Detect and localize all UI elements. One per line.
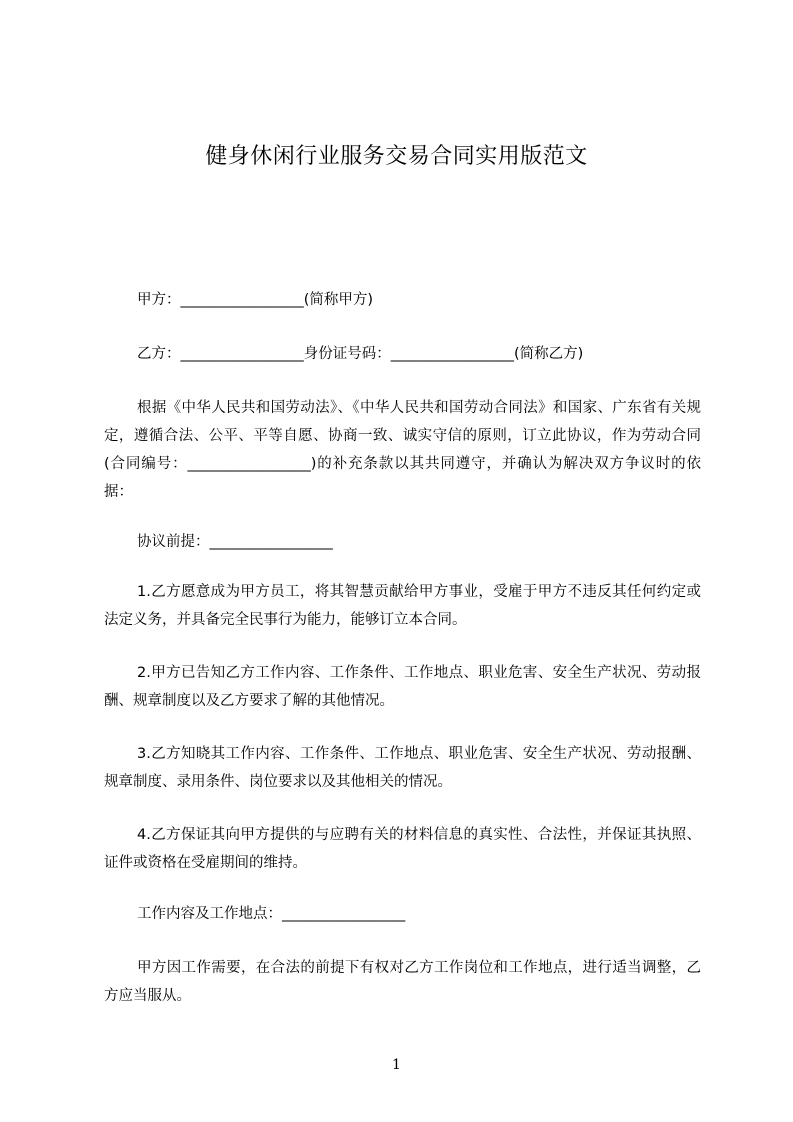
work-paragraph: 甲方因工作需要，在合法的前提下有权对乙方工作岗位和工作地点，进行适当调整，乙方应当服从。 [104,960,701,1004]
premise-item-1: 1.乙方愿意成为甲方员工，将其智慧贡献给甲方事业，受雇于甲方不违反其任何约定或法定义务，并具备完全民事行为能力，能够订立本合同。 [104,584,701,628]
work-heading: 工作内容及工作地点：_________________ [137,906,406,922]
intro-paragraph: 根据《中华人民共和国劳动法》、《中华人民共和国劳动合同法》和国家、广东省有关规定，遵循合法、公平、平等自愿、协商一致、诚实守信的原则，订立此协议，作为劳动合同(合同编号：_________________)的补充条款以其共同遵守，并确认为解决双方争议时的依据： [104,400,701,500]
premise-heading: 协议前提：_________________ [137,534,333,550]
premise-item-2: 2.甲方已告知乙方工作内容、工作条件、工作地点、职业危害、安全生产状况、劳动报酬、规章制度以及乙方要求了解的其他情况。 [104,665,701,709]
document-title: 健身休闲行业服务交易合同实用版范文 [205,144,588,169]
premise-item-4: 4.乙方保证其向甲方提供的与应聘有关的材料信息的真实性、合法性，并保证其执照、证件或资格在受雇期间的维持。 [104,827,701,871]
party-b-line: 乙方：_________________身份证号码：_________________(简称乙方) [137,346,584,362]
party-a-line: 甲方：_________________(简称甲方) [137,292,374,308]
premise-item-3: 3.乙方知晓其工作内容、工作条件、工作地点、职业危害、安全生产状况、劳动报酬、规章制度、录用条件、岗位要求以及其他相关的情况。 [104,746,701,790]
page-number: 1 [392,1057,401,1073]
